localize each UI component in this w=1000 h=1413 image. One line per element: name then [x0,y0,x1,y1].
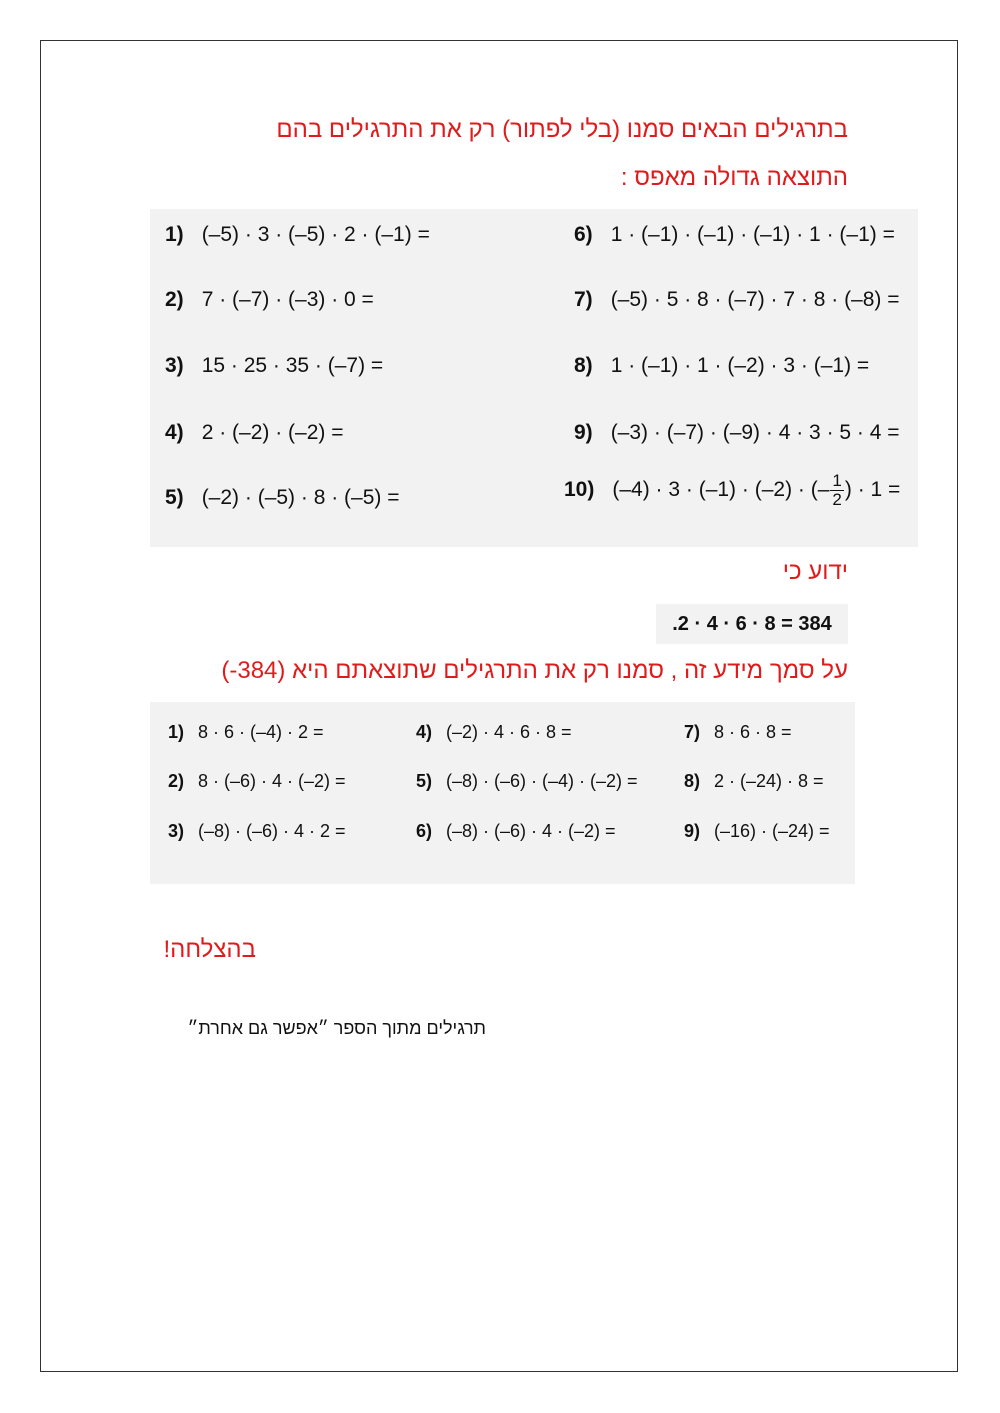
exercise-expression: 8 · 6 · 8 = [714,722,792,742]
exercise-expression: (–8) · (–6) · 4 · (–2) = [446,821,616,841]
exercise-expression: (–5) · 3 · (–5) · 2 · (–1) = [201,223,430,246]
exercise-expression: (–3) · (–7) · (–9) · 4 · 3 · 5 · 4 = [610,421,900,444]
exercise-expression: 7 · (–7) · (–3) · 0 = [201,288,374,311]
exercise-number: 1) [168,722,185,742]
instructions-line-1: בתרגילים הבאים סמנו (בלי לפתור) רק את התרגילים בהם [276,116,848,143]
part2-instructions: על סמך מידע זה , סמנו רק את התרגילים שתוצאתם היא (384-) [221,657,848,684]
exercise-number: 3) [168,821,185,841]
exercise-box-part1 [150,209,918,547]
exercise-number: 4) [416,722,433,742]
source-credit: תרגילים מתוך הספר ״אפשר גם אחרת״ [187,1018,486,1038]
exercise-number: 9) [574,421,593,444]
exercise-expression: (–5) · 5 · 8 · (–7) · 7 · 8 · (–8) = [610,288,900,311]
exercise-number: 4) [165,421,184,444]
fraction-one-half [830,472,843,509]
exercise-10[interactable] [564,472,900,509]
exercise-1[interactable] [168,722,324,743]
exercise-2[interactable] [168,771,346,792]
fraction-denominator: 2 [832,490,842,509]
exercise-number: 2) [165,288,184,311]
exercise-7[interactable] [574,288,900,312]
exercise-1[interactable] [165,223,430,247]
exercise-expression: (–8) · (–6) · (–4) · (–2) = [446,771,638,791]
exercise-number: 6) [574,223,593,246]
fraction-numerator: 1 [832,471,842,490]
known-fact: .2 · 4 · 6 · 8 = 384 [656,604,848,644]
known-label: ידוע כי [782,558,848,585]
exercise-expression: 1 · (–1) · (–1) · (–1) · 1 · (–1) = [610,223,895,246]
exercise-expression: 15 · 25 · 35 · (–7) = [201,354,384,377]
exercise-2[interactable] [165,288,374,312]
exercise-4[interactable] [416,722,572,743]
exercise-8[interactable] [684,771,824,792]
exercise-number: 7) [574,288,593,311]
exercise-6[interactable] [416,821,616,842]
exercise-box-part2 [150,702,855,884]
exercise-number: 8) [574,354,593,377]
exercise-number: 5) [416,771,433,791]
exercise-5[interactable] [416,771,638,792]
exercise-expression: 8 · (–6) · 4 · (–2) = [198,771,346,791]
exercise-expression: (–2) · 4 · 6 · 8 = [446,722,572,742]
instructions-line-2: התוצאה גדולה מאפס : [620,164,848,191]
exercise-expression: 2 · (–24) · 8 = [714,771,824,791]
exercise-number: 5) [165,486,184,509]
exercise-expression-start: (–4) · 3 · (–1) · (–2) · (– [612,478,830,502]
exercise-5[interactable] [165,486,400,510]
exercise-number: 6) [416,821,433,841]
exercise-expression-end: ) · 1 = [844,478,901,502]
exercise-expression: (–2) · (–5) · 8 · (–5) = [201,486,400,509]
exercise-expression: 8 · 6 · (–4) · 2 = [198,722,324,742]
exercise-6[interactable] [574,223,895,247]
exercise-number: 8) [684,771,701,791]
exercise-number: 9) [684,821,701,841]
exercise-9[interactable] [684,821,830,842]
exercise-number: 1) [165,223,184,246]
exercise-7[interactable] [684,722,792,743]
exercise-8[interactable] [574,354,869,378]
exercise-3[interactable] [168,821,346,842]
exercise-expression: 1 · (–1) · 1 · (–2) · 3 · (–1) = [610,354,870,377]
exercise-3[interactable] [165,354,383,378]
exercise-number: 10) [564,478,595,502]
good-luck-text: בהצלחה! [163,936,256,963]
exercise-expression: (–16) · (–24) = [714,821,830,841]
exercise-9[interactable] [574,421,900,445]
exercise-expression: 2 · (–2) · (–2) = [201,421,344,444]
exercise-expression: (–8) · (–6) · 4 · 2 = [198,821,346,841]
exercise-4[interactable] [165,421,343,445]
exercise-number: 3) [165,354,184,377]
exercise-number: 2) [168,771,185,791]
exercise-number: 7) [684,722,701,742]
